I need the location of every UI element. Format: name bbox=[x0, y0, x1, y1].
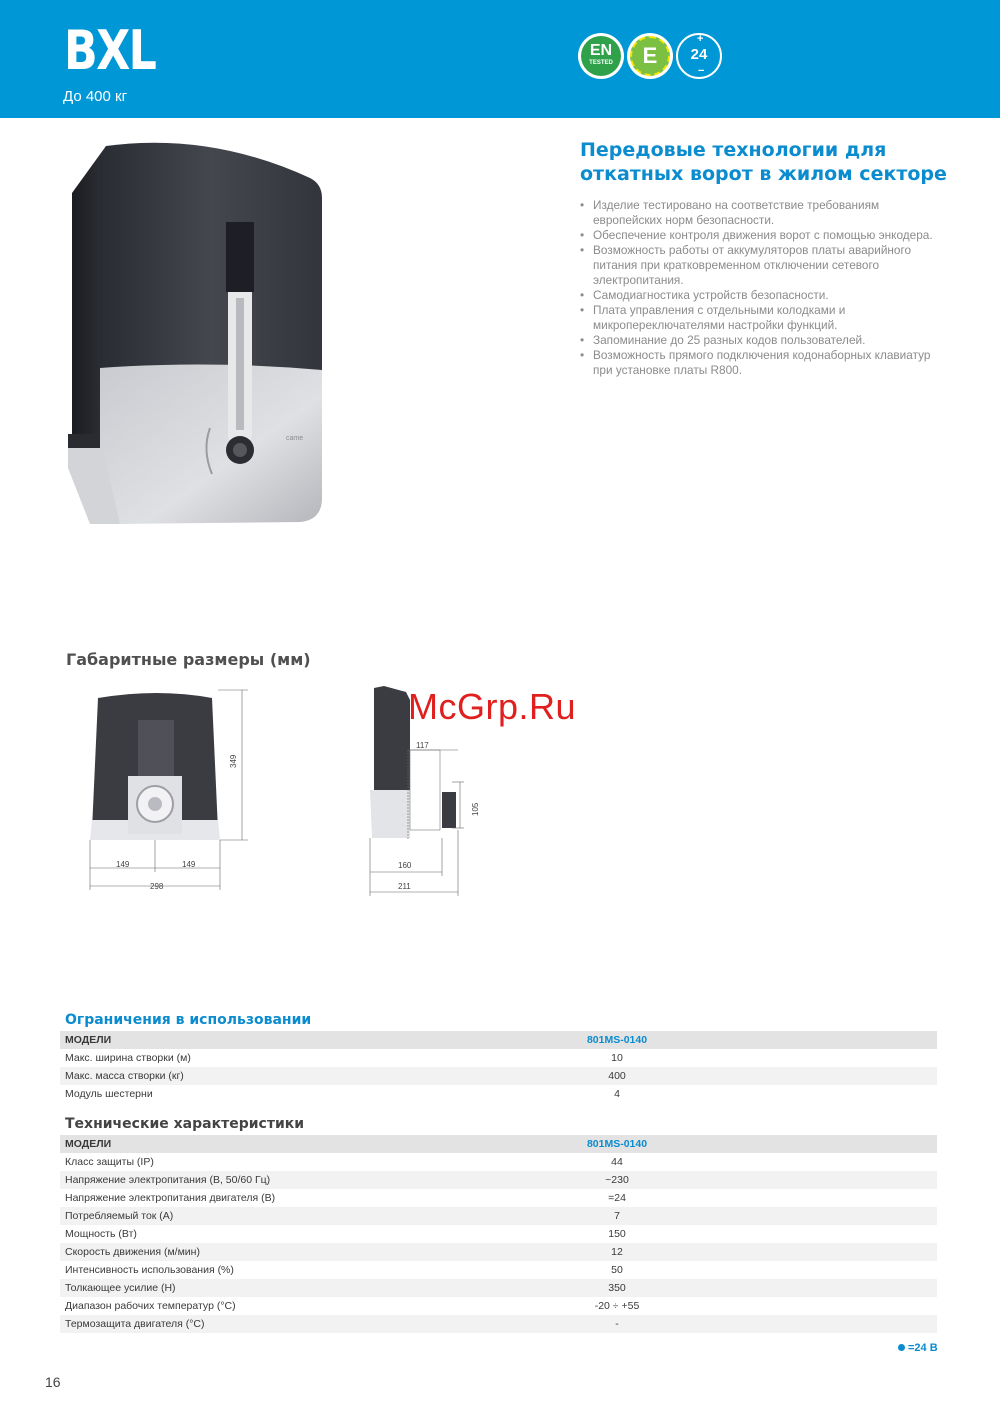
table-row bbox=[60, 1261, 937, 1279]
table-row bbox=[60, 1153, 937, 1171]
header-model: 801MS-0140 bbox=[586, 1138, 648, 1150]
badge-24-text: 24 bbox=[690, 46, 708, 63]
row-label: Термозащита двигателя (°C) bbox=[65, 1318, 205, 1330]
table-row bbox=[60, 1189, 937, 1207]
row-label: Потребляемый ток (А) bbox=[65, 1210, 174, 1222]
row-label: Мощность (Вт) bbox=[65, 1228, 137, 1240]
row-value: 350 bbox=[608, 1282, 626, 1294]
product-title: BXL bbox=[64, 19, 156, 82]
row-label: Толкающее усилие (Н) bbox=[65, 1282, 176, 1294]
table-row bbox=[60, 1171, 937, 1189]
row-value: 400 bbox=[608, 1070, 626, 1082]
feature-list bbox=[580, 198, 940, 378]
feature-item: • Возможность работы от аккумуляторов платы аварийного питания при кратковременном отключении сетевого электропитания. bbox=[580, 243, 940, 288]
row-value: 12 bbox=[611, 1246, 623, 1258]
table-row bbox=[60, 1207, 937, 1225]
gate-motor-product-image bbox=[60, 138, 340, 528]
row-label: Интенсивность использования (%) bbox=[65, 1264, 234, 1276]
side-base-label: 160 bbox=[398, 861, 412, 870]
header-model: 801MS-0140 bbox=[586, 1034, 648, 1046]
table-row bbox=[60, 1049, 937, 1067]
battery-24v-badge-icon bbox=[676, 33, 722, 79]
row-value: 150 bbox=[608, 1228, 626, 1240]
minus-sign: − bbox=[698, 65, 705, 77]
limits-table bbox=[60, 1031, 937, 1103]
voltage-legend bbox=[898, 1342, 938, 1354]
certification-badges bbox=[578, 33, 724, 83]
front-width-label: 298 bbox=[150, 882, 164, 891]
table-row bbox=[60, 1279, 937, 1297]
specs-title: Технические характеристики bbox=[65, 1116, 305, 1132]
feature-item: • Возможность прямого подключения кодонаборных клавиатур при установке платы R800. bbox=[580, 348, 940, 378]
row-label: Макс. масса створки (кг) bbox=[65, 1070, 184, 1082]
row-value: 4 bbox=[614, 1088, 620, 1100]
row-value: 44 bbox=[611, 1156, 623, 1168]
table-row bbox=[60, 1297, 937, 1315]
front-half-right-label: 149 bbox=[182, 860, 196, 869]
table-row bbox=[60, 1085, 937, 1103]
row-value: 50 bbox=[611, 1264, 623, 1276]
row-label: Макс. ширина створки (м) bbox=[65, 1052, 191, 1064]
product-subtitle: До 400 кг bbox=[63, 88, 128, 105]
row-label: Диапазон рабочих температур (°C) bbox=[65, 1300, 236, 1312]
tested-badge-text: TESTED bbox=[589, 60, 613, 66]
header-label: МОДЕЛИ bbox=[65, 1138, 112, 1150]
page-number: 16 bbox=[45, 1374, 61, 1390]
header-label: МОДЕЛИ bbox=[65, 1034, 112, 1046]
table-header-row bbox=[60, 1135, 937, 1153]
row-label: Класс защиты (IP) bbox=[65, 1156, 154, 1168]
side-top-label: 117 bbox=[416, 741, 429, 750]
row-value: - bbox=[615, 1318, 619, 1330]
intro-heading bbox=[580, 138, 960, 186]
front-view-drawing bbox=[80, 680, 260, 900]
table-row bbox=[60, 1225, 937, 1243]
feature-item: • Запоминание до 25 разных кодов пользователей. bbox=[580, 333, 940, 348]
front-height-label: 349 bbox=[229, 754, 238, 768]
table-row bbox=[60, 1067, 937, 1085]
en-badge-text: EN bbox=[589, 42, 613, 59]
row-label: Модуль шестерни bbox=[65, 1088, 153, 1100]
row-label: Скорость движения (м/мин) bbox=[65, 1246, 200, 1258]
row-value: -20 ÷ +55 bbox=[594, 1300, 640, 1312]
energy-badge-text: E bbox=[630, 36, 670, 76]
row-value: 7 bbox=[614, 1210, 620, 1222]
row-label: Напряжение электропитания двигателя (В) bbox=[65, 1192, 276, 1204]
feature-item: • Обеспечение контроля движения ворот с помощью энкодера. bbox=[580, 228, 940, 243]
legend-text: =24 В bbox=[908, 1342, 938, 1354]
side-right-label: 105 bbox=[471, 802, 480, 816]
feature-item: • Изделие тестировано на соответствие требованиям европейских норм безопасности. bbox=[580, 198, 940, 228]
row-label: Напряжение электропитания (В, 50/60 Гц) bbox=[65, 1174, 271, 1186]
specs-table bbox=[60, 1135, 937, 1333]
row-value: =24 bbox=[608, 1192, 626, 1204]
watermark: McGrp.Ru bbox=[408, 686, 577, 727]
feature-item: • Плата управления с отдельными колодками и микропереключателями настройки функций. bbox=[580, 303, 940, 333]
row-value: 10 bbox=[611, 1052, 623, 1064]
svg-text:came: came bbox=[286, 435, 304, 442]
table-header-row bbox=[60, 1031, 937, 1049]
table-row bbox=[60, 1315, 937, 1333]
header-banner bbox=[0, 0, 1000, 118]
intro-heading-line1: Передовые технологии для bbox=[580, 139, 887, 161]
energy-badge-icon bbox=[627, 33, 673, 79]
intro-heading-line2: откатных ворот в жилом секторе bbox=[580, 163, 947, 185]
front-half-left-label: 149 bbox=[116, 860, 130, 869]
en-tested-badge-icon bbox=[578, 33, 624, 79]
table-row bbox=[60, 1243, 937, 1261]
legend-dot-icon bbox=[898, 1344, 905, 1351]
dimensions-title: Габаритные размеры (мм) bbox=[66, 650, 311, 669]
side-width-label: 211 bbox=[398, 882, 411, 891]
row-value: ~230 bbox=[605, 1174, 629, 1186]
limits-title: Ограничения в использовании bbox=[65, 1012, 312, 1028]
plus-sign: + bbox=[697, 33, 704, 45]
feature-item: • Самодиагностика устройств безопасности. bbox=[580, 288, 940, 303]
